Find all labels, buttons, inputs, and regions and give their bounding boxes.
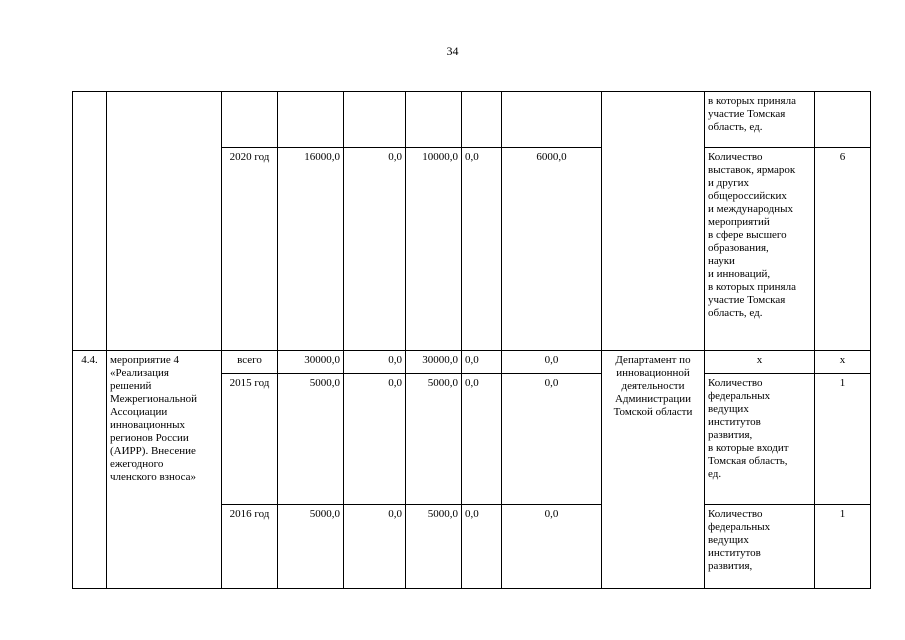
cell-indicator-value: 6 — [815, 148, 871, 351]
cell-fed: 0,0 — [344, 374, 406, 505]
cell-period: 2020 год — [222, 148, 278, 351]
cell-total: 30000,0 — [278, 351, 344, 374]
cell-indicator-value: 1 — [815, 374, 871, 505]
cell-name: мероприятие 4 «Реализация решений Межрегиональной Ассоциации инновационных регионов России (АИРР). Внесение ежегодного членского взноса» — [107, 351, 222, 589]
cell-total: 5000,0 — [278, 374, 344, 505]
cell-indicator-value — [815, 92, 871, 148]
cell-loc: 0,0 — [462, 374, 502, 505]
cell-loc — [462, 92, 502, 148]
cell-period: всего — [222, 351, 278, 374]
cell-indicator-value: x — [815, 351, 871, 374]
cell-period: 2016 год — [222, 505, 278, 589]
cell-indicator: в которых приняла участие Томская область, ед. — [705, 92, 815, 148]
cell-fed: 0,0 — [344, 351, 406, 374]
cell-fed: 0,0 — [344, 505, 406, 589]
cell-indicator: Количество федеральных ведущих институтов развития, в которые входит Томская область, ед. — [705, 374, 815, 505]
cell-executor — [602, 92, 705, 351]
cell-period: 2015 год — [222, 374, 278, 505]
cell-reg: 10000,0 — [406, 148, 462, 351]
cell-reg — [406, 92, 462, 148]
cell-reg: 5000,0 — [406, 505, 462, 589]
cell-reg: 5000,0 — [406, 374, 462, 505]
cell-extra: 6000,0 — [502, 148, 602, 351]
cell-indicator-value: 1 — [815, 505, 871, 589]
cell-extra: 0,0 — [502, 505, 602, 589]
cell-loc: 0,0 — [462, 148, 502, 351]
cell-executor: Департамент по инновационной деятельности Администрации Томской области — [602, 351, 705, 589]
cell-number — [73, 92, 107, 351]
cell-extra — [502, 92, 602, 148]
cell-period — [222, 92, 278, 148]
cell-reg: 30000,0 — [406, 351, 462, 374]
cell-total: 5000,0 — [278, 505, 344, 589]
cell-fed — [344, 92, 406, 148]
cell-total — [278, 92, 344, 148]
cell-indicator: Количество выставок, ярмарок и других общероссийских и международных мероприятий в сфере высшего образования, науки и инноваций, в которых приняла участие Томская область, ед. — [705, 148, 815, 351]
cell-indicator: Количество федеральных ведущих институтов развития, — [705, 505, 815, 589]
cell-indicator: x — [705, 351, 815, 374]
table-row — [73, 92, 871, 148]
cell-loc: 0,0 — [462, 505, 502, 589]
cell-loc: 0,0 — [462, 351, 502, 374]
cell-extra: 0,0 — [502, 351, 602, 374]
cell-total: 16000,0 — [278, 148, 344, 351]
page-number: 34 — [446, 44, 459, 58]
cell-name — [107, 92, 222, 351]
table-row — [73, 351, 871, 374]
cell-fed: 0,0 — [344, 148, 406, 351]
program-table — [72, 91, 871, 589]
cell-number: 4.4. — [73, 351, 107, 589]
cell-extra: 0,0 — [502, 374, 602, 505]
